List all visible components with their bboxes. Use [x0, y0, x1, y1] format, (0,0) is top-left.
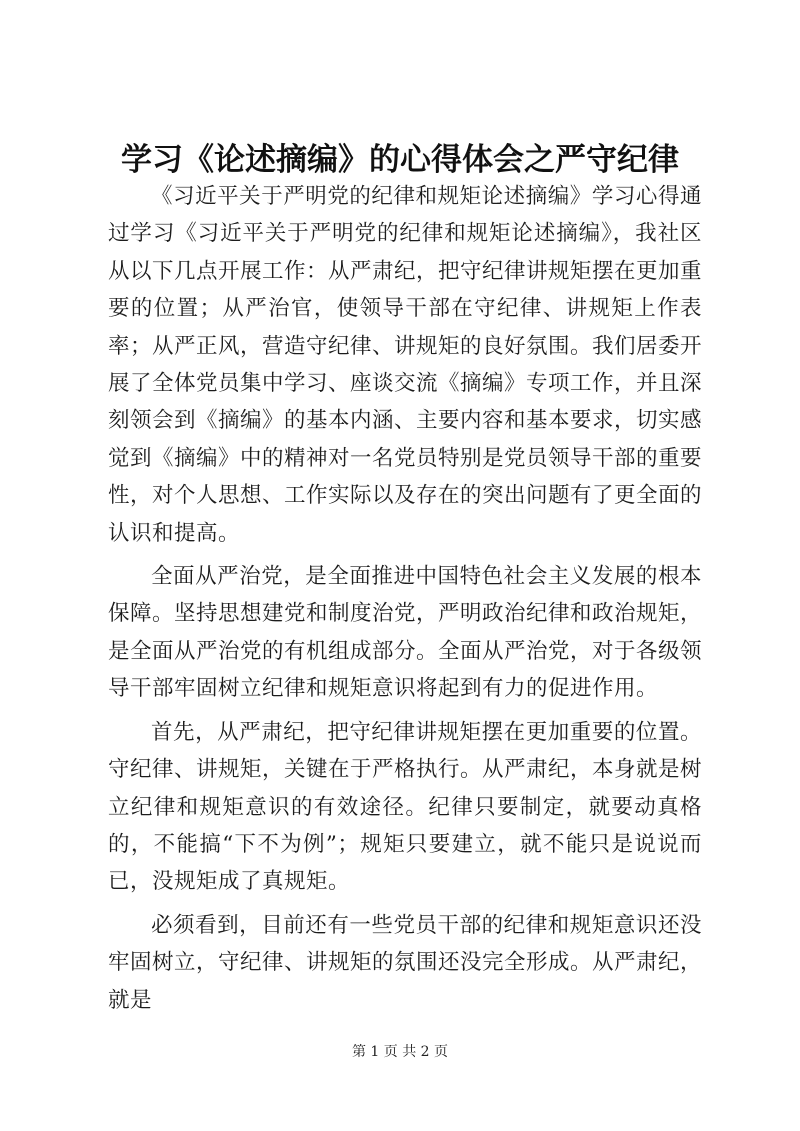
paragraph-1: 《习近平关于严明党的纪律和规矩论述摘编》学习心得通过学习《习近平关于严明党的纪律和规矩论述摘编》，我社区从以下几点开展工作：从严肃纪，把守纪律讲规矩摆在更加重要的位置；从严治官，使领导干部在守纪律、讲规矩上作表率；从严正风，营造守纪律、讲规矩的良好氛围。我们居委开展了全体党员集中学习、座谈交流《摘编》专项工作，并且深刻领会到《摘编》的基本内涵、主要内容和基本要求，切实感觉到《摘编》中的精神对一名党员特别是党员领导干部的重要性，对个人思想、工作实际以及存在的突出问题有了更全面的认识和提高。: [108, 184, 703, 546]
document-body: [108, 178, 702, 1025]
paragraph-2: 全面从严治党，是全面推进中国特色社会主义发展的根本保障。坚持思想建党和制度治党，严明政治纪律和政治规矩，是全面从严治党的有机组成部分。全面从严治党，对于各级领导干部牢固树立纪律和规矩意识将起到有力的促进作用。: [108, 564, 703, 702]
paragraph-3: 首先，从严肃纪，把守纪律讲规矩摆在更加重要的位置。守纪律、讲规矩，关键在于严格执行。从严肃纪，本身就是树立纪律和规矩意识的有效途径。纪律只要制定，就要动真格的，不能搞“下不为例”；规矩只要建立，就不能只是说说而已，没规矩成了真规矩。: [108, 719, 703, 895]
document-title: 学习《论述摘编》的心得体会之严守纪律: [121, 142, 679, 178]
page-footer: 第 1 页 共 2 页: [351, 1044, 449, 1060]
paragraph-4: 必须看到，目前还有一些党员干部的纪律和规矩意识还没牢固树立，守纪律、讲规矩的氛围还没完全形成。从严肃纪，就是: [108, 912, 703, 1013]
